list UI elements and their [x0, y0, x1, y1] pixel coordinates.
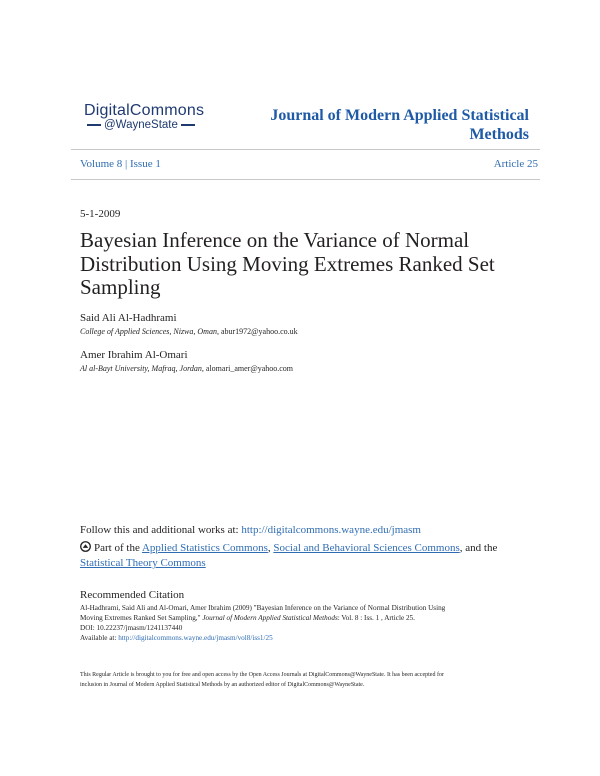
citation-available: Available at: http://digitalcommons.wayne.edu/jmasm/vol8/iss1/25 [80, 634, 273, 642]
paper-title: Bayesian Inference on the Variance of Normal Distribution Using Moving Extremes Ranked Set Sampling [80, 228, 495, 299]
journal-title-line2: Methods [469, 126, 529, 143]
citation-doi: DOI: 10.22237/jmasm/1241137440 [80, 624, 183, 632]
publication-date: 5-1-2009 [80, 208, 121, 220]
citation-line2: Moving Extremes Ranked Set Sampling," Journal of Modern Applied Statistical Methods: Vol. 8 : Iss. 1 , Article 25. [80, 614, 415, 622]
citation-block [80, 603, 540, 643]
logo-bottom-text: @WayneState [104, 119, 178, 131]
affiliation-text: College of Applied Sciences, Nizwa, Oman [80, 327, 217, 336]
statistical-theory-commons-link[interactable]: Statistical Theory Commons [80, 557, 206, 569]
affiliation-text: Al al-Bayt University, Mafraq, Jordan [80, 364, 202, 373]
footer-note [80, 671, 540, 690]
logo-dash-left [87, 124, 101, 126]
author-affiliation: Al al-Bayt University, Mafraq, Jordan, alomari_amer@yahoo.com [80, 364, 294, 373]
header-rule-bottom [71, 179, 540, 180]
footer-line2: inclusion in Journal of Modern Applied Statistical Methods by an authorized editor of DigitalCommons@WayneState. [80, 681, 365, 688]
follow-url-link[interactable]: http://digitalcommons.wayne.edu/jmasm [241, 524, 421, 536]
header-rule-top [71, 149, 540, 150]
article-number-link[interactable] [494, 158, 538, 170]
logo-dash-right [181, 124, 195, 126]
journal-title[interactable] [229, 106, 529, 144]
author-name: Amer Ibrahim Al-Omari [80, 349, 188, 361]
digitalcommons-logo[interactable]: DigitalCommons [84, 102, 205, 119]
part-of-section [80, 541, 540, 571]
social-behavioral-sciences-commons-link[interactable]: Social and Behavioral Sciences Commons [273, 542, 460, 554]
applied-statistics-commons-link[interactable]: Applied Statistics Commons [141, 542, 268, 554]
footer-line1: This Regular Article is brought to you for free and open access by the Open Access Journals at DigitalCommons@WayneState. It has been accepted for [80, 672, 444, 678]
recommended-citation-heading: Recommended Citation [80, 589, 185, 601]
journal-title-line1: Journal of Modern Applied Statistical [270, 107, 529, 124]
author-affiliation: College of Applied Sciences, Nizwa, Oman, abur1972@yahoo.co.uk [80, 327, 298, 336]
citation-journal: Journal of Modern Applied Statistical Methods [202, 614, 338, 622]
citation-line1: Al-Hadhrami, Said Ali and Al-Omari, Amer Ibrahim (2009) "Bayesian Inference on the Variance of Normal Distribution Using [80, 604, 446, 612]
article-number-text[interactable]: Article 25 [493, 158, 538, 170]
part-of-prefix: Part of the [94, 542, 140, 554]
author-email: alomari_amer@yahoo.com [205, 364, 294, 373]
citation-available-link[interactable]: http://digitalcommons.wayne.edu/jmasm/vol8/iss1/25 [118, 634, 273, 642]
network-icon [80, 541, 91, 552]
volume-issue-link[interactable] [80, 158, 161, 170]
author-email: abur1972@yahoo.co.uk [220, 327, 298, 336]
wayne-state-logo [84, 119, 198, 131]
volume-issue-text[interactable]: Volume 8 | Issue 1 [80, 158, 161, 170]
part-of-middle: , and the [459, 542, 498, 554]
part-of-sep: , [267, 542, 271, 554]
author-name: Said Ali Al-Hadhrami [80, 312, 177, 324]
follow-text: Follow this and additional works at: [80, 524, 239, 536]
follow-line [80, 524, 421, 536]
